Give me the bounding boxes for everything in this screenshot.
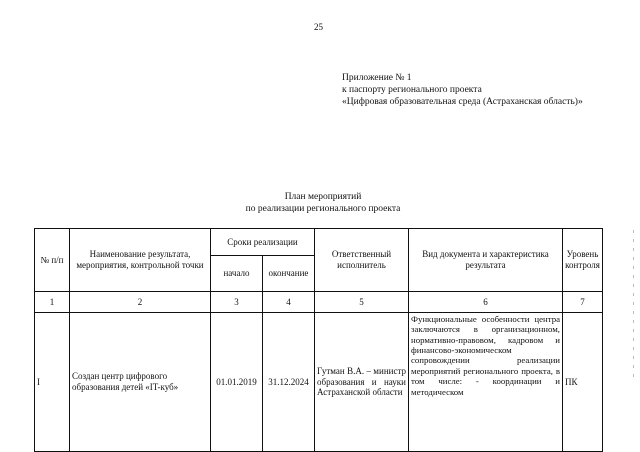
header-num: № п/п	[35, 229, 70, 292]
appendix-line-1: Приложение № 1	[342, 73, 412, 83]
column-number: 2	[70, 291, 211, 312]
header-terms: Сроки реализации	[211, 229, 315, 256]
row-control-level: ПК	[563, 312, 603, 451]
column-number: 7	[563, 291, 603, 312]
row-name: Создан центр цифрового образования детей «IT-куб»	[70, 312, 211, 451]
row-end-date: 31.12.2024	[263, 312, 315, 451]
row-start-date: 01.01.2019	[211, 312, 263, 451]
plan-table	[34, 228, 603, 452]
column-number: 4	[263, 291, 315, 312]
table-row	[35, 312, 603, 451]
column-number: 5	[315, 291, 409, 312]
appendix-note	[342, 72, 583, 108]
scan-edge-marks	[633, 230, 634, 380]
header-end: окончание	[263, 255, 315, 291]
header-doc: Вид документа и характеристика результата	[409, 229, 563, 292]
header-responsible: Ответственный исполнитель	[315, 229, 409, 292]
column-number: 6	[409, 291, 563, 312]
appendix-line-2: к паспорту регионального проекта	[342, 85, 482, 95]
plan-title-line-2: по реализации регионального проекта	[245, 204, 401, 214]
plan-title-line-1: План мероприятий	[284, 192, 362, 202]
row-doc-description: Функциональные особенности центра заключаются в организационном, нормативно-правовом, кадровом и финансово-экономическом сопровождении реализации мероприятий регионального проекта, в том числе: - координации и методическом	[409, 312, 563, 451]
column-number-row	[35, 291, 603, 312]
plan-title	[0, 191, 640, 215]
appendix-line-3: «Цифровая образовательная среда (Астраханская область)»	[342, 97, 583, 107]
header-name: Наименование результата, мероприятия, контрольной точки	[70, 229, 211, 292]
header-level: Уровень контроля	[563, 229, 603, 292]
header-row	[35, 229, 603, 256]
column-number: 1	[35, 291, 70, 312]
column-number: 3	[211, 291, 263, 312]
row-num: I	[35, 312, 70, 451]
row-responsible: Гутман В.А. – министр образования и науки Астраханской области	[315, 312, 409, 451]
header-start: начало	[211, 255, 263, 291]
page-number: 25	[314, 22, 323, 32]
